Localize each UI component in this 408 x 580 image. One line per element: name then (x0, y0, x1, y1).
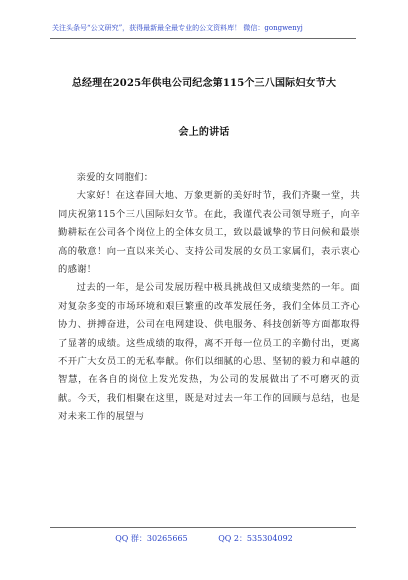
salutation: 亲爱的女同胞们： (76, 172, 154, 183)
paragraph: 过去的一年，是公司发展历程中极具挑战但又成绩斐然的一年。面对复杂多变的市场环境和艰巨繁重的改革发展任务，我们全体员工齐心协力、拼搏奋进，公司在电网建设、供电服务、科技创新等方面都取得了显著的成绩。这些成绩的取得，离不开每一位员工的辛勤付出，更离不开广大女员工的无私奉献。你们以细腻的心思、坚韧的毅力和卓越的智慧，在各自的岗位上发光发热，为公司的发展做出了不可磨灭的贡献。今天，我们相聚在这里，既是对过去一年工作的回顾与总结，也是对未来工作的展望与 (58, 282, 360, 423)
header-divider (50, 38, 356, 39)
footer-qq-group: QQ 群：30265665 (115, 534, 188, 543)
footer (0, 533, 408, 544)
document-title-line-1: 总经理在2025年供电公司纪念第115个三八国际妇女节大 (71, 78, 337, 89)
document-title-line-2: 会上的讲话 (178, 127, 230, 138)
document-body (58, 169, 360, 427)
footer-divider (50, 527, 356, 528)
header-notice: 关注头条号“公文研究”，获得最新最全最专业的公文资料库！ 微信：gongwenyj (52, 24, 303, 32)
paragraph: 大家好！在这春回大地、万象更新的美好时节，我们齐聚一堂，共同庆祝第115个三八国际妇女节。在此，我谨代表公司领导班子，向辛勤耕耘在公司各个岗位上的全体女员工，致以最诚挚的节日问候和最崇高的敬意！向一直以来关心、支持公司发展的女员工家属们，表示衷心的感谢！ (58, 190, 360, 276)
footer-qq-contact: QQ 2：535304092 (218, 534, 293, 543)
